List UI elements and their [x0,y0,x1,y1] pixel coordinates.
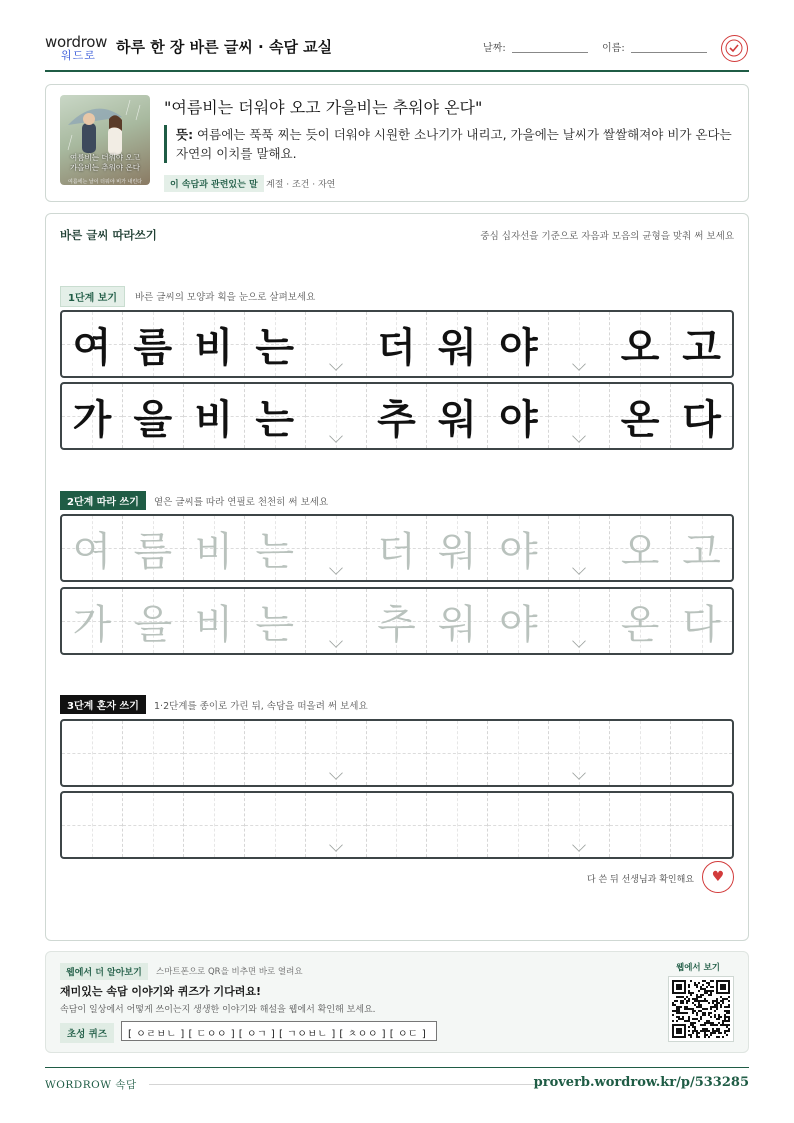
char-cell[interactable] [671,793,732,857]
trace-character: 비 [194,528,234,575]
proverb-meaning [164,125,734,163]
trace-character: 더 [377,528,416,575]
free-write-row-2[interactable] [60,791,734,859]
space-cell[interactable] [306,589,367,653]
related-words-badge: 이 속담과 관련있는 말 [164,175,264,192]
view-row-1 [60,310,734,378]
char-cell [488,312,549,376]
char-cell [245,312,306,376]
illustration-subcaption: 여름에는 날이 더워야 비가 내린다 [68,179,142,185]
char-cell [62,384,123,448]
model-character: 야 [498,396,538,443]
char-cell[interactable] [427,793,488,857]
trace-character: 다 [682,601,721,648]
step3-badge: 3단계 혼자 쓰기 [60,695,146,714]
date-label: 날짜: [483,43,506,54]
space-marker-icon [329,766,343,780]
char-cell[interactable] [184,516,245,580]
handwriting-practice-section [45,213,749,941]
char-cell[interactable] [367,793,428,857]
char-cell[interactable] [367,589,428,653]
trace-character: 워 [438,528,477,575]
char-cell[interactable] [427,589,488,653]
heart-stamp-icon: ♥ [702,861,734,893]
proverb-title: "여름비는 더워야 오고 가을비는 추워야 온다" [164,98,483,117]
trace-character: 을 [133,601,173,648]
space-cell[interactable] [549,589,610,653]
trace-character: 는 [255,601,294,648]
space-cell[interactable] [549,516,610,580]
space-marker-icon [572,561,586,575]
space-cell [306,384,367,448]
model-character: 워 [438,324,477,371]
proverb-card [45,84,749,202]
meaning-label: 뜻: [176,127,194,142]
trace-character: 온 [620,601,660,648]
space-cell [549,384,610,448]
char-cell[interactable] [671,516,732,580]
free-write-row-1[interactable] [60,719,734,787]
model-character: 더 [377,324,416,371]
page-header [45,30,749,72]
space-marker-icon [329,634,343,648]
char-cell[interactable] [610,516,671,580]
model-character: 워 [438,396,477,443]
name-label: 이름: [602,43,625,54]
trace-character: 추 [377,601,416,648]
footer-brand: WORDROW 속담 [45,1079,137,1091]
model-character: 온 [620,396,660,443]
chosung-quiz: [ ㅇㄹㅂㄴ ] [ ㄷㅇㅇ ] [ ㅇㄱ ] [ ㄱㅇㅂㄴ ] [ ㅊㅇㅇ ] [ ㅇㄷ ] [121,1021,437,1041]
char-cell [610,312,671,376]
char-cell [184,312,245,376]
char-cell[interactable] [184,721,245,785]
trace-character: 야 [498,601,538,648]
model-character: 여 [72,324,112,371]
space-cell [549,312,610,376]
char-cell[interactable] [367,516,428,580]
char-cell [671,384,732,448]
char-cell[interactable] [488,516,549,580]
step1-badge: 1단계 보기 [60,286,125,307]
trace-row-2[interactable] [60,587,734,655]
char-cell[interactable] [488,589,549,653]
space-cell[interactable] [306,516,367,580]
step3-hint: 1·2단계를 종이로 가린 뒤, 속담을 떠올려 써 보세요 [154,701,368,712]
char-cell[interactable] [488,721,549,785]
model-character: 오 [620,324,660,371]
char-cell[interactable] [184,793,245,857]
practice-hint: 중심 십자선을 기준으로 자음과 모음의 균형을 맞춰 써 보세요 [480,231,734,242]
page-footer [45,1067,749,1097]
web-more-hint: 스마트폰으로 QR을 비추면 바로 열려요 [156,967,303,977]
space-cell[interactable] [549,721,610,785]
char-cell[interactable] [123,516,184,580]
model-character: 을 [133,396,173,443]
char-cell [184,384,245,448]
model-character: 비 [194,324,234,371]
footer-url-link[interactable]: proverb.wordrow.kr/p/533285 [533,1075,749,1090]
web-more-box [45,951,749,1053]
wordrow-logo [45,34,107,64]
char-cell[interactable] [245,589,306,653]
model-character: 비 [194,396,234,443]
space-marker-icon [572,838,586,852]
trace-character: 여 [72,528,112,575]
illustration-caption: 여름비는 더워야 오고 가을비는 추워야 온다 [70,153,140,172]
char-cell[interactable] [610,589,671,653]
space-marker-icon [572,766,586,780]
char-cell [671,312,732,376]
step1-hint: 바른 글씨의 모양과 획을 눈으로 살펴보세요 [135,292,316,303]
trace-character: 고 [682,528,721,575]
char-cell[interactable] [427,721,488,785]
char-cell[interactable] [610,721,671,785]
trace-character: 가 [72,601,112,648]
space-marker-icon [572,429,586,443]
name-field[interactable] [631,52,707,53]
char-cell[interactable] [245,516,306,580]
char-cell[interactable] [62,589,123,653]
space-marker-icon [329,561,343,575]
char-cell [123,384,184,448]
char-cell [62,312,123,376]
char-cell[interactable] [184,589,245,653]
char-cell[interactable] [123,589,184,653]
char-cell [367,384,428,448]
practice-title: 바른 글씨 따라쓰기 [60,228,157,242]
chosung-quiz-badge: 초성 퀴즈 [60,1023,114,1043]
space-marker-icon [329,429,343,443]
model-character: 고 [682,324,721,371]
web-more-description: 속담이 일상에서 어떻게 쓰이는지 생생한 이야기와 해설을 웹에서 확인해 보세요. [60,1005,376,1015]
char-cell [245,384,306,448]
char-cell [427,384,488,448]
model-character: 는 [255,396,294,443]
view-row-2 [60,382,734,450]
meaning-text: 여름에는 푹푹 찌는 듯이 더워야 시원한 소나기가 내리고, 가을에는 날씨가 쌀쌀해져야 비가 온다는 자연의 이치를 말해요. [176,127,732,161]
qr-label: 웹에서 보기 [675,963,720,973]
trace-character: 야 [498,528,538,575]
char-cell [610,384,671,448]
char-cell[interactable] [62,793,123,857]
char-cell[interactable] [488,793,549,857]
char-cell[interactable] [367,721,428,785]
proverb-illustration [60,95,150,185]
space-marker-icon [329,357,343,371]
char-cell [427,312,488,376]
model-character: 는 [255,324,294,371]
char-cell[interactable] [671,589,732,653]
char-cell[interactable] [671,721,732,785]
date-field[interactable] [512,52,588,53]
trace-character: 는 [255,528,294,575]
char-cell[interactable] [245,793,306,857]
space-marker-icon [572,634,586,648]
char-cell[interactable] [610,793,671,857]
char-cell[interactable] [245,721,306,785]
space-marker-icon [329,838,343,852]
teacher-check-text: 다 쓴 뒤 선생님과 확인해요 [586,875,694,885]
model-character: 다 [682,396,721,443]
worksheet-title: 하루 한 장 바른 글씨 · 속담 교실 [116,38,333,56]
char-cell[interactable] [427,516,488,580]
step2-hint: 옅은 글씨를 따라 연필로 천천히 써 보세요 [154,497,329,508]
char-cell[interactable] [123,721,184,785]
space-cell [306,312,367,376]
model-character: 가 [72,396,112,443]
trace-character: 오 [620,528,660,575]
footer-divider [149,1084,537,1085]
step2-badge: 2단계 따라 쓰기 [60,491,146,510]
char-cell [488,384,549,448]
trace-row-1[interactable] [60,514,734,582]
space-cell[interactable] [306,793,367,857]
model-character: 야 [498,324,538,371]
model-character: 추 [377,396,416,443]
char-cell[interactable] [123,793,184,857]
trace-character: 비 [194,601,234,648]
space-cell[interactable] [306,721,367,785]
logo-subtext: 워드로 [61,49,96,62]
model-character: 름 [133,324,173,371]
qr-code-icon[interactable] [668,976,734,1042]
web-more-badge: 웹에서 더 알아보기 [60,963,148,980]
logo-text: wordrow [45,33,108,51]
char-cell [367,312,428,376]
web-more-title: 재미있는 속담 이야기와 퀴즈가 기다려요! [60,985,261,998]
trace-character: 워 [438,601,477,648]
related-words: 계절 · 조건 · 자연 [266,180,336,190]
char-cell[interactable] [62,516,123,580]
approval-stamp-icon [721,35,748,62]
space-marker-icon [572,357,586,371]
space-cell[interactable] [549,793,610,857]
char-cell [123,312,184,376]
char-cell[interactable] [62,721,123,785]
trace-character: 름 [133,528,173,575]
